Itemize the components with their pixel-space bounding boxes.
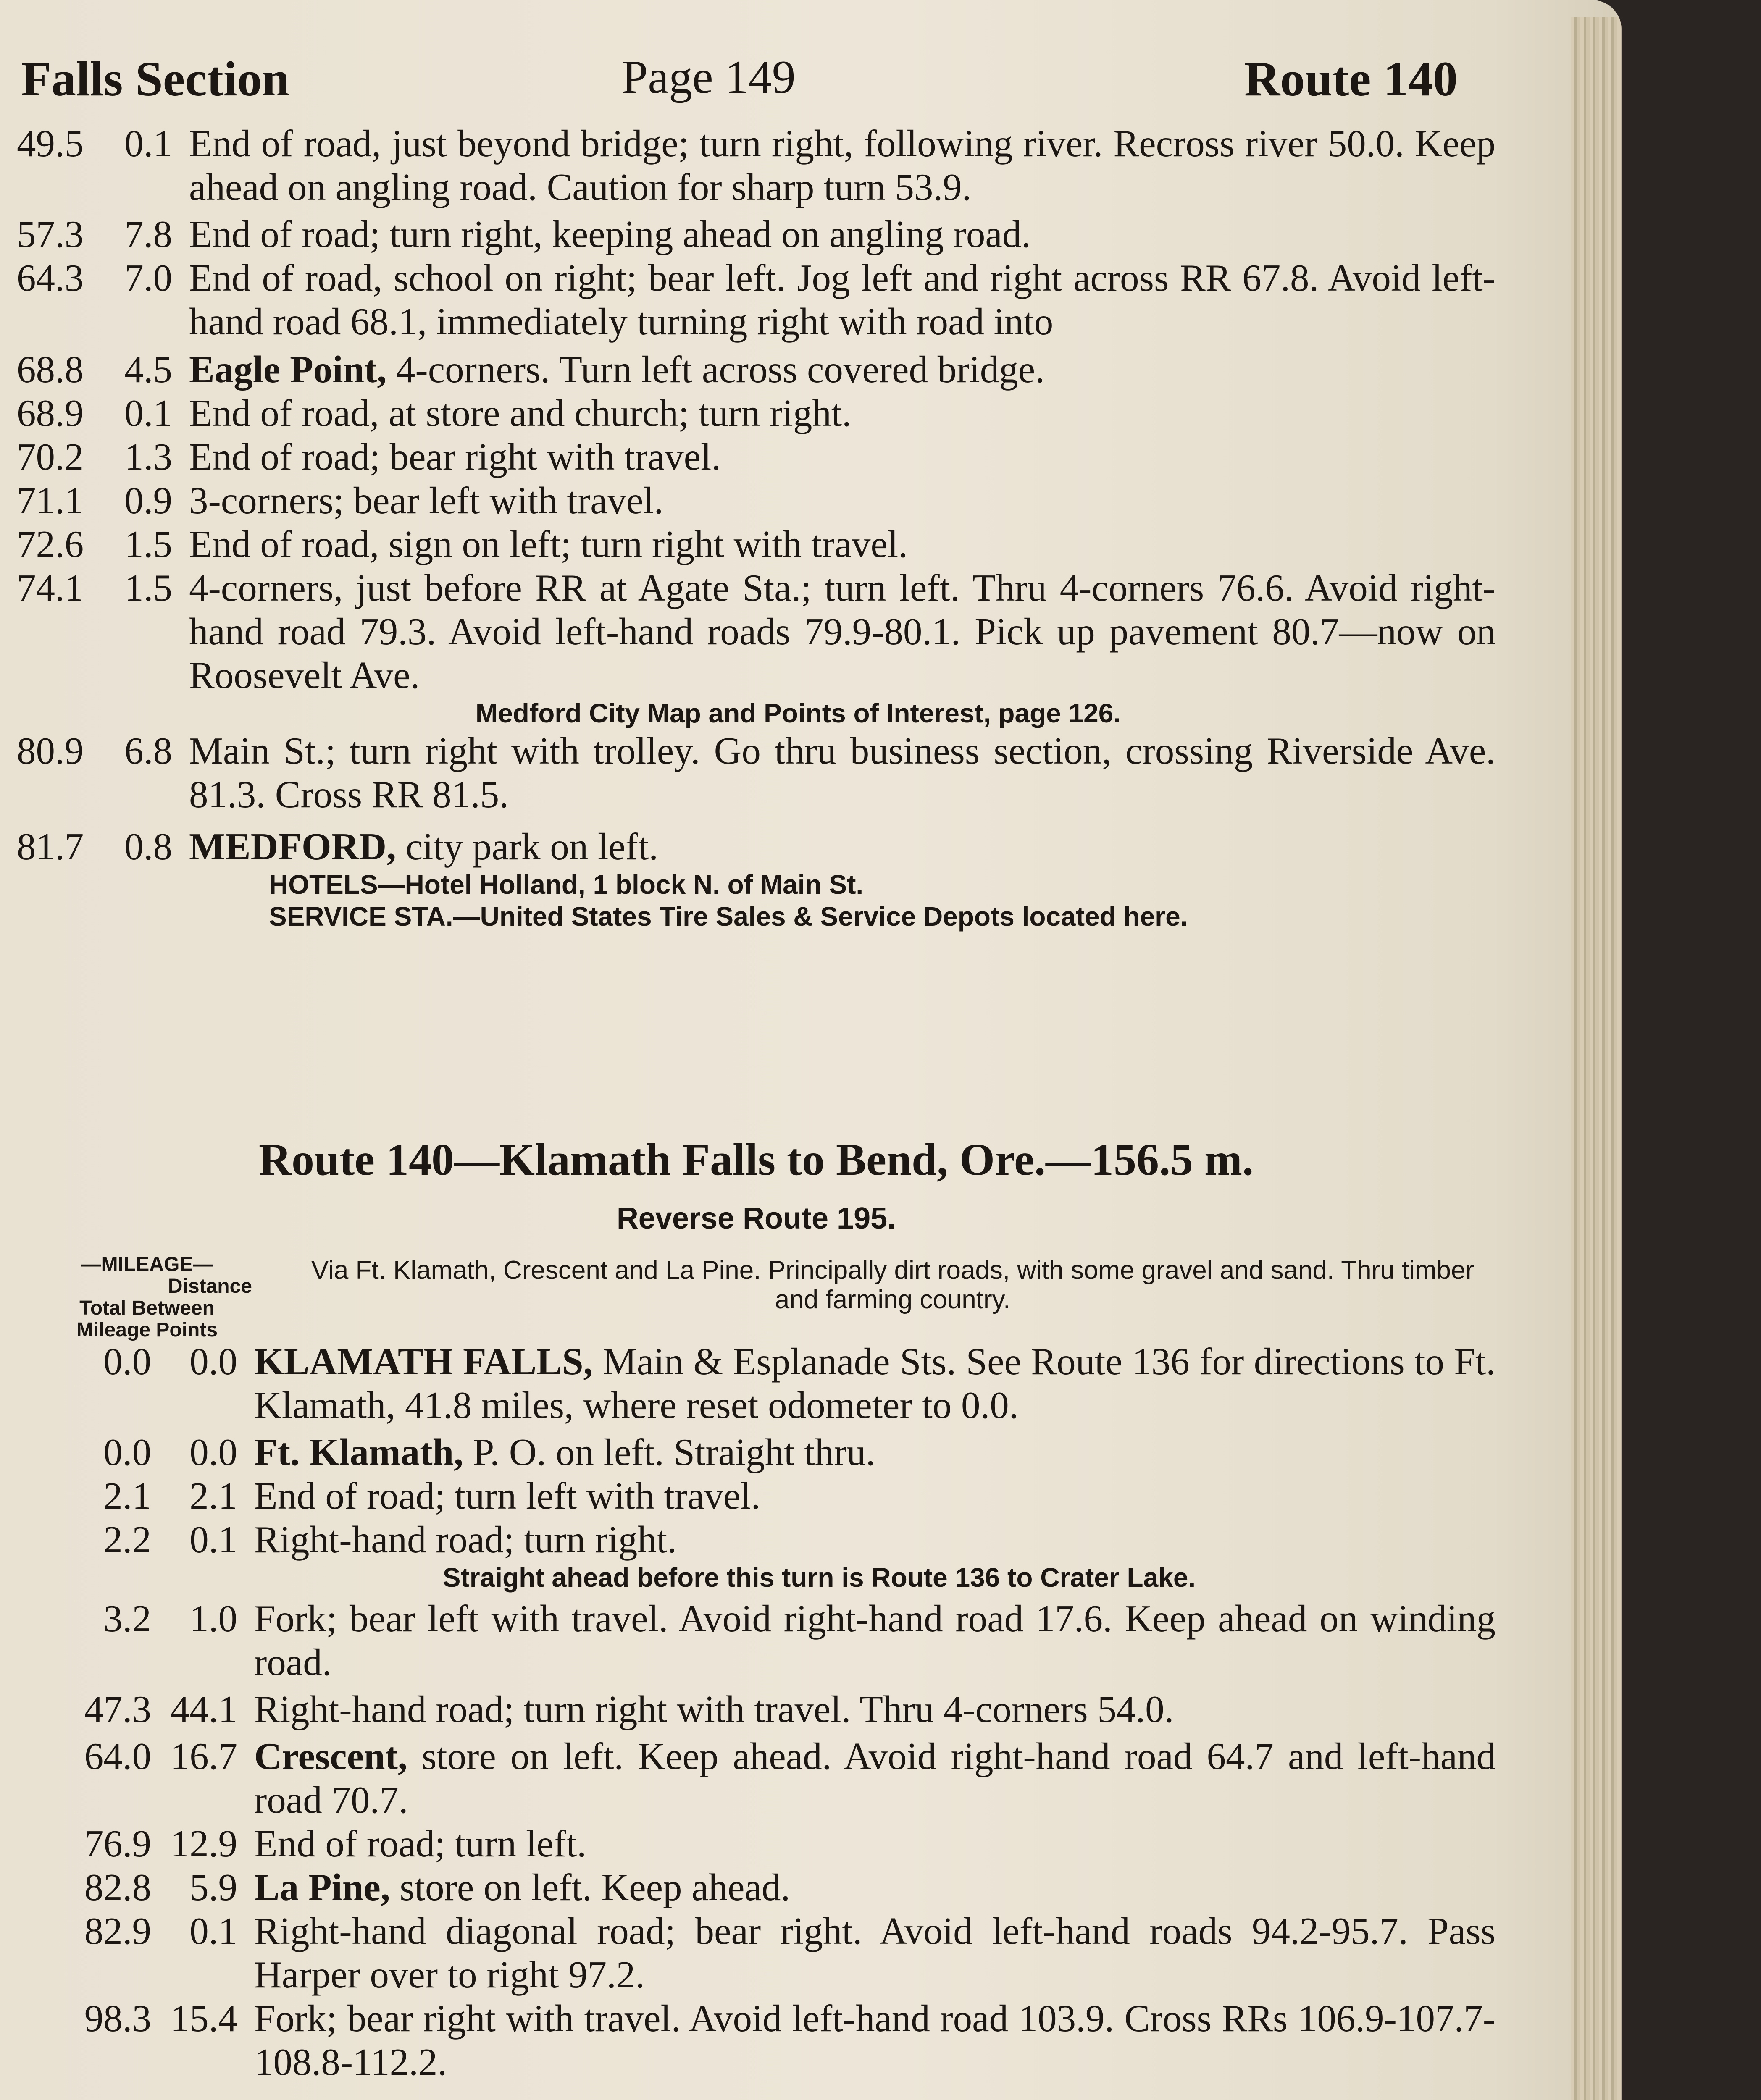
reverse-route-note: Reverse Route 195. (616, 1202, 896, 1235)
route-entry: 64.3 7.0 End of road, school on right; bear left. Jog left and right across RR 67.8. Avoid left-hand road 68.1, immediately turning right with road into (17, 257, 1496, 343)
route-entry: 57.3 7.8 End of road; turn right, keeping ahead on angling road. (17, 213, 1031, 255)
route-entry: 74.1 1.5 4-corners, just before RR at Agate Sta.; turn left. Thru 4-corners 76.6. Avoid right-hand road 79.3. Avoid left-hand roads 79.9-80.1. Pick up pavement 80.7—now on Roosevelt Ave. (17, 567, 1496, 696)
route-a-entries (17, 122, 1496, 932)
route-entry: 98.3 15.4 Fork; bear right with travel. Avoid left-hand road 103.9. Cross RRs 106.9-107.7-108.8-112.2. (84, 1997, 1496, 2083)
route-entry: 71.1 0.9 3-corners; bear left with travel. (17, 479, 664, 522)
page-edge (1571, 17, 1622, 2100)
route-entry: 72.6 1.5 End of road, sign on left; turn right with travel. (17, 523, 908, 565)
route-entry: 64.0 16.7 Crescent, store on left. Keep ahead. Avoid right-hand road 64.7 and left-hand road 70.7. (84, 1735, 1496, 1821)
route-entry: 81.7 0.8 MEDFORD, city park on left. (17, 825, 659, 868)
route-entry: 80.9 6.8 Main St.; turn right with trolley. Go thru business section, crossing Riverside Ave. 81.3. Cross RR 81.5. (17, 730, 1496, 816)
mileage-column-header: —MILEAGE— Distance Total Between Mileage Points (76, 1253, 252, 1341)
route-entry: 0.0 0.0 KLAMATH FALLS, Main & Esplanade Sts. See Route 136 for directions to Ft. Klamath, 41.8 miles, where reset odometer to 0.0. (103, 1340, 1496, 1426)
route-entry: 47.3 44.1 Right-hand road; turn right with travel. Thru 4-corners 54.0. (84, 1688, 1174, 1730)
route-entry: 76.9 12.9 End of road; turn left. (84, 1822, 586, 1865)
route-number: Route 140 (1244, 51, 1458, 106)
route-140-entries (17, 1340, 1496, 2084)
route-entry: 82.8 5.9 La Pine, store on left. Keep ahead. (84, 1866, 791, 1908)
route-entry: 2.2 0.1 Right-hand road; turn right. (103, 1518, 677, 1561)
section-title: Falls Section (21, 51, 290, 106)
route-entry: 3.2 1.0 Fork; bear left with travel. Avoid right-hand road 17.6. Keep ahead on winding road. (103, 1597, 1496, 1683)
route-entry: 70.2 1.3 End of road; bear right with travel. (17, 436, 721, 478)
page-number: Page 149 (622, 51, 796, 103)
route-description: Via Ft. Klamath, Crescent and La Pine. Principally dirt roads, with some gravel and sand. Thru timber and farming country. (311, 1256, 1475, 1314)
route-entry: 49.5 0.1 End of road, just beyond bridge; turn right, following river. Recross river 50.0. Keep ahead on angling road. Caution for sharp turn 53.9. (17, 122, 1496, 208)
service-note: SERVICE STA.—United States Tire Sales & Service Depots located here. (269, 901, 1188, 932)
medford-map-note: Medford City Map and Points of Interest, page 126. (475, 698, 1121, 728)
route-140-title: Route 140—Klamath Falls to Bend, Ore.—156.5 m. (259, 1135, 1254, 1185)
crater-lake-note: Straight ahead before this turn is Route 136 to Crater Lake. (442, 1562, 1196, 1593)
route-entry: 68.9 0.1 End of road, at store and church; turn right. (17, 392, 852, 434)
route-entry: 82.9 0.1 Right-hand diagonal road; bear right. Avoid left-hand roads 94.2-95.7. Pass Harper over to right 97.2. (84, 1910, 1496, 1996)
route-entry: 2.1 2.1 End of road; turn left with travel. (103, 1475, 761, 1517)
page-header (21, 50, 1458, 109)
hotels-note: HOTELS—Hotel Holland, 1 block N. of Main St. (269, 869, 864, 900)
route-entry: 68.8 4.5 Eagle Point, 4-corners. Turn left across covered bridge. (17, 348, 1045, 391)
route-entry: 0.0 0.0 Ft. Klamath, P. O. on left. Straight thru. (103, 1431, 875, 1473)
